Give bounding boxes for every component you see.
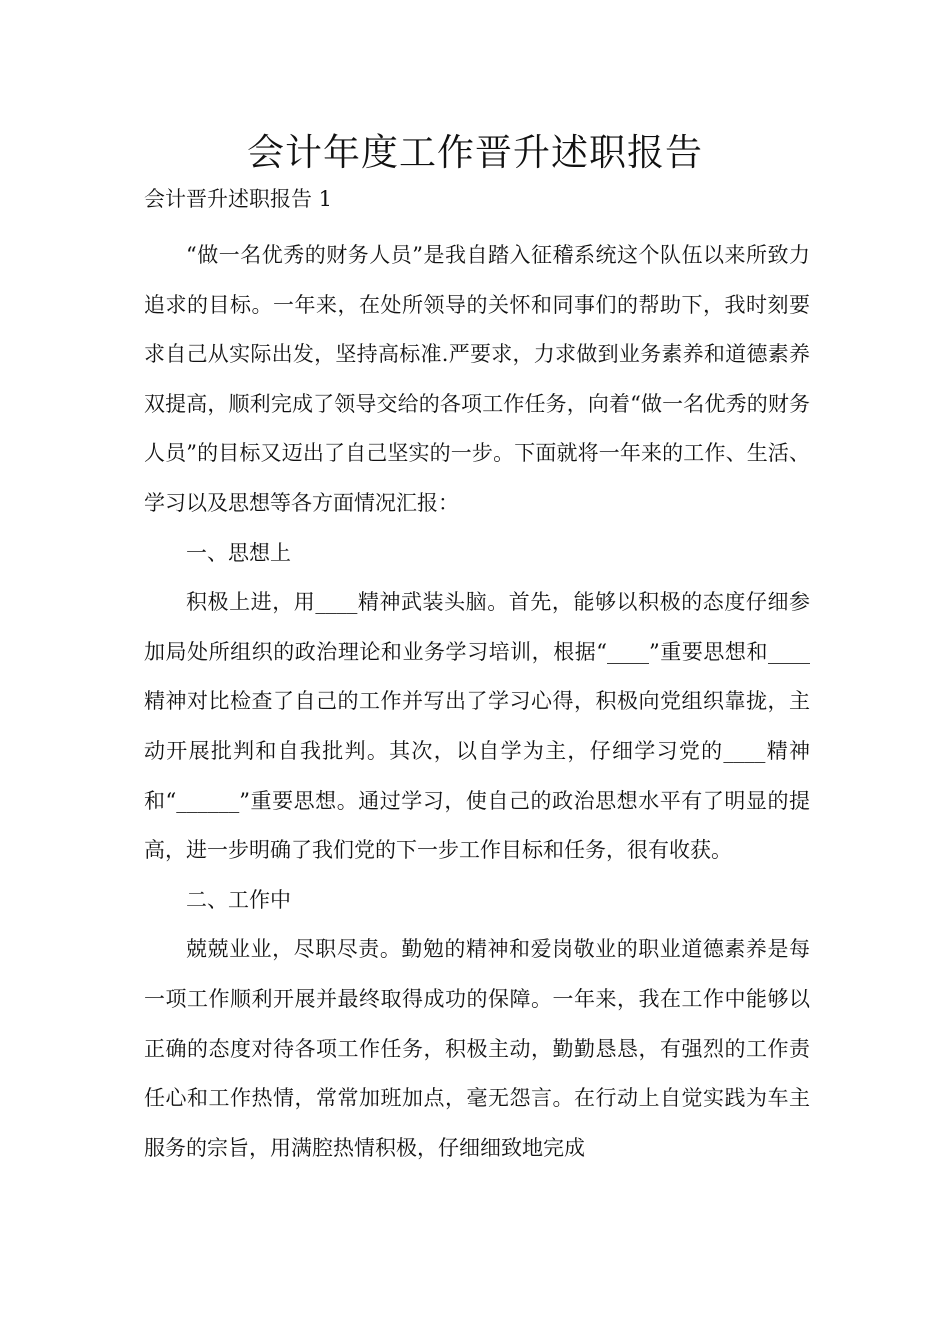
section-heading-thought: 一、思想上 — [186, 540, 291, 565]
document-subtitle: 会计晋升述职报告 1 — [144, 187, 333, 211]
document-body — [144, 231, 810, 1173]
section-heading-work: 二、工作中 — [186, 887, 291, 912]
paragraph-thought: 积极上进，用____精神武装头脑。首先，能够以积极的态度仔细参加局处所组织的政治理论和业务学习培训，根据“____”重要思想和____精神对比检查了自己的工作并写出了学习心得，积极向党组织靠拢，主动开展批判和自我批判。其次，以自学为主，仔细学习党的____精神和“______”重要思想。通过学习，使自己的政治思想水平有了明显的提高，进一步明确了我们党的下一步工作目标和任务，很有收获。 — [144, 590, 810, 863]
document-title: 会计年度工作晋升述职报告 — [247, 131, 703, 174]
paragraph-intro: “做一名优秀的财务人员”是我自踏入征稽系统这个队伍以来所致力追求的目标。一年来，在处所领导的关怀和同事们的帮助下，我时刻要求自己从实际出发，坚持高标准.严要求，力求做到业务素养和道德素养双提高，顺利完成了领导交给的各项工作任务，向着“做一名优秀的财务人员”的目标又迈出了自己坚实的一步。下面就将一年来的工作、生活、学习以及思想等各方面情况汇报： — [144, 243, 810, 515]
paragraph-work: 兢兢业业，尽职尽责。勤勉的精神和爱岗敬业的职业道德素养是每一项工作顺利开展并最终取得成功的保障。一年来，我在工作中能够以正确的态度对待各项工作任务，积极主动，勤勤恳恳，有强烈的工作责任心和工作热情，常常加班加点，毫无怨言。在行动上自觉实践为车主服务的宗旨，用满腔热情积极，仔细细致地完成 — [144, 937, 810, 1160]
